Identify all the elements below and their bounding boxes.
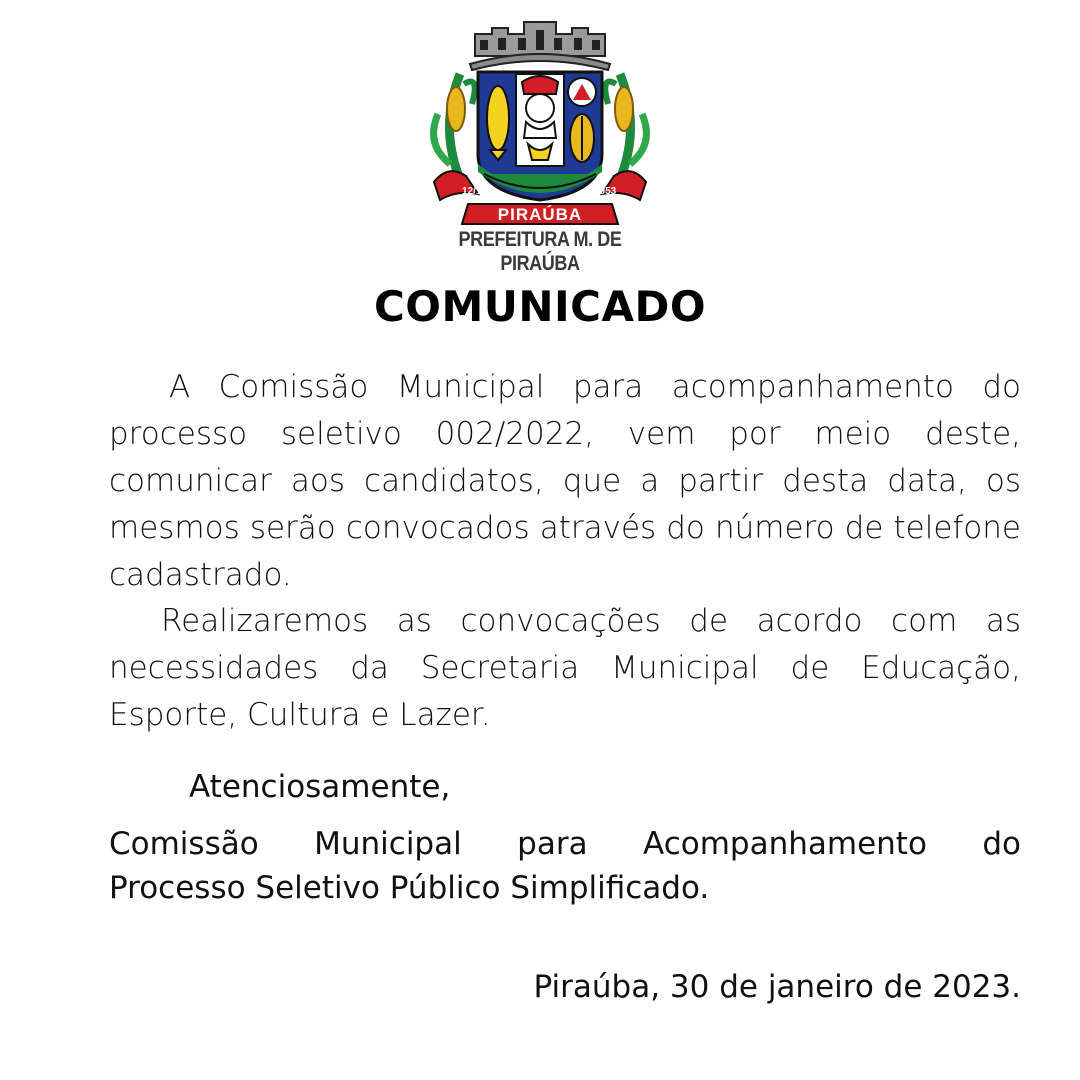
signature-word: para	[517, 826, 588, 862]
paragraph-1: A Comissão Municipal para acompanhamento do processo seletivo 002/2022, vem por meio deste, comunicar aos candidatos, que a partir desta data, os mesmos serão convocados através do número de telefone cadastrado.	[109, 369, 1021, 593]
triangle-emblem-icon	[568, 78, 596, 106]
corn-stalk-right-icon	[605, 74, 646, 174]
prefeitura-caption: PREFEITURA M. DE PIRAÚBA	[458, 228, 622, 275]
mural-crown-icon	[470, 22, 610, 70]
closing-greeting: Atenciosamente,	[189, 769, 451, 805]
signature-word: do	[982, 826, 1021, 862]
signature-word: Comissão	[109, 826, 259, 862]
corn-stalk-left-icon	[434, 74, 475, 174]
ribbon-date-right: 1953	[594, 186, 617, 197]
signature-line-2: Processo Seletivo Público Simplificado.	[109, 870, 710, 906]
document-title: COMUNICADO	[373, 282, 707, 331]
signature-block	[109, 822, 1021, 910]
municipal-coat-of-arms	[420, 14, 660, 230]
leaf-icon	[570, 114, 594, 162]
ribbon-date-left: 12/12	[462, 186, 488, 197]
signature-word: Municipal	[314, 826, 462, 862]
crest-banner-text: PIRAÚBA	[497, 205, 583, 224]
paragraph-2: Realizaremos as convocações de acordo com as necessidades da Secretaria Municipal de Educação, Esporte, Cultura e Lazer.	[109, 603, 1021, 733]
document-date: Piraúba, 30 de janeiro de 2023.	[533, 969, 1021, 1005]
signature-word: Acompanhamento	[643, 826, 927, 862]
signature-line-1	[109, 822, 1021, 866]
